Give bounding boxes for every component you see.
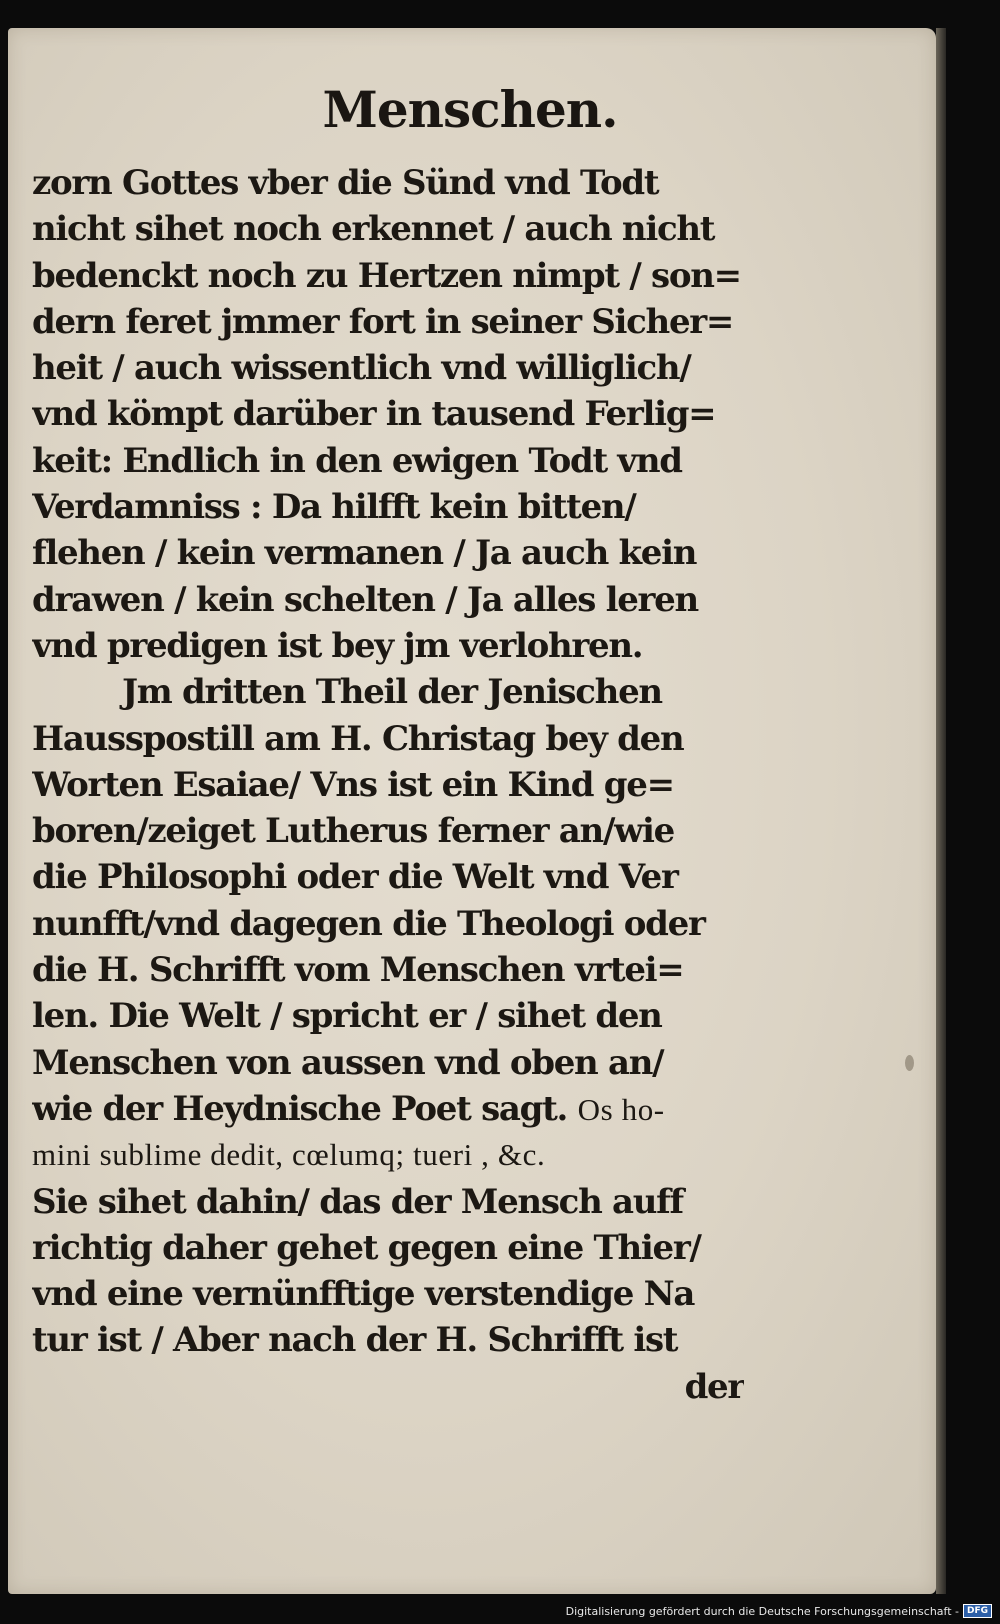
catchword: der (684, 1366, 744, 1407)
dfg-logo: DFG (963, 1604, 992, 1618)
text-line: Worten Esaiae/ Vns ist ein Kind ge= (32, 764, 674, 805)
text-line-mixed (32, 1086, 744, 1132)
text-line: len. Die Welt / spricht er / sihet den (32, 996, 662, 1037)
ink-blot (905, 1055, 914, 1071)
text-line: bedenckt noch zu Hertzen nimpt / son= (32, 255, 741, 296)
text-line: heit / auch wissentlich vnd williglich/ (32, 348, 691, 389)
running-head: Menschen. (322, 80, 618, 139)
text-line: Verdamniss : Da hilfft kein bitten/ (32, 487, 636, 528)
text-line: nunfft/vnd dagegen die Theologi oder (32, 903, 705, 944)
digitization-credit (566, 1600, 992, 1622)
text-line: drawen / kein schelten / Ja alles leren (32, 579, 698, 620)
latin-quote-line: mini sublime dedit, cœlumq; tueri , &c. (32, 1137, 546, 1173)
text-line: Menschen von aussen vnd oben an/ (32, 1042, 664, 1083)
text-line: vnd predigen ist bey jm verlohren. (32, 625, 643, 666)
text-line: tur ist / Aber nach der H. Schrifft ist (32, 1320, 678, 1361)
page-edge (936, 28, 946, 1594)
body-text (32, 160, 744, 1410)
paragraph-first-line: Jm dritten Theil der Jenischen (122, 672, 662, 713)
text-line: die H. Schrifft vom Menschen vrtei= (32, 950, 684, 991)
credit-text: Digitalisierung gefördert durch die Deutsche Forschungsgemeinschaft - (565, 1604, 959, 1618)
text-line: Hausspostill am H. Christag bey den (32, 718, 684, 759)
text-line: flehen / kein vermanen / Ja auch kein (32, 533, 697, 574)
text-line: zorn Gottes vber die Sünd vnd Todt (32, 163, 659, 203)
latin-quote-start: Os ho- (577, 1091, 665, 1127)
text-line: boren/zeiget Lutherus ferner an/wie (32, 811, 674, 852)
text-line: dern feret jmmer fort in seiner Sicher= (32, 301, 734, 342)
text-line: die Philosophi oder die Welt vnd Ver (32, 857, 678, 898)
text-line: keit: Endlich in den ewigen Todt vnd (32, 440, 682, 481)
blackletter-segment: wie der Heydnische Poet sagt. (32, 1088, 568, 1129)
text-line: nicht sihet noch erkennet / auch nicht (32, 209, 715, 250)
text-line: richtig daher gehet gegen eine Thier/ (32, 1227, 701, 1268)
text-line: vnd eine vernünfftige verstendige Na (32, 1274, 695, 1315)
text-line: vnd kömpt darüber in tausend Ferlig= (32, 394, 716, 435)
text-line: Sie sihet dahin/ das der Mensch auff (32, 1181, 683, 1222)
